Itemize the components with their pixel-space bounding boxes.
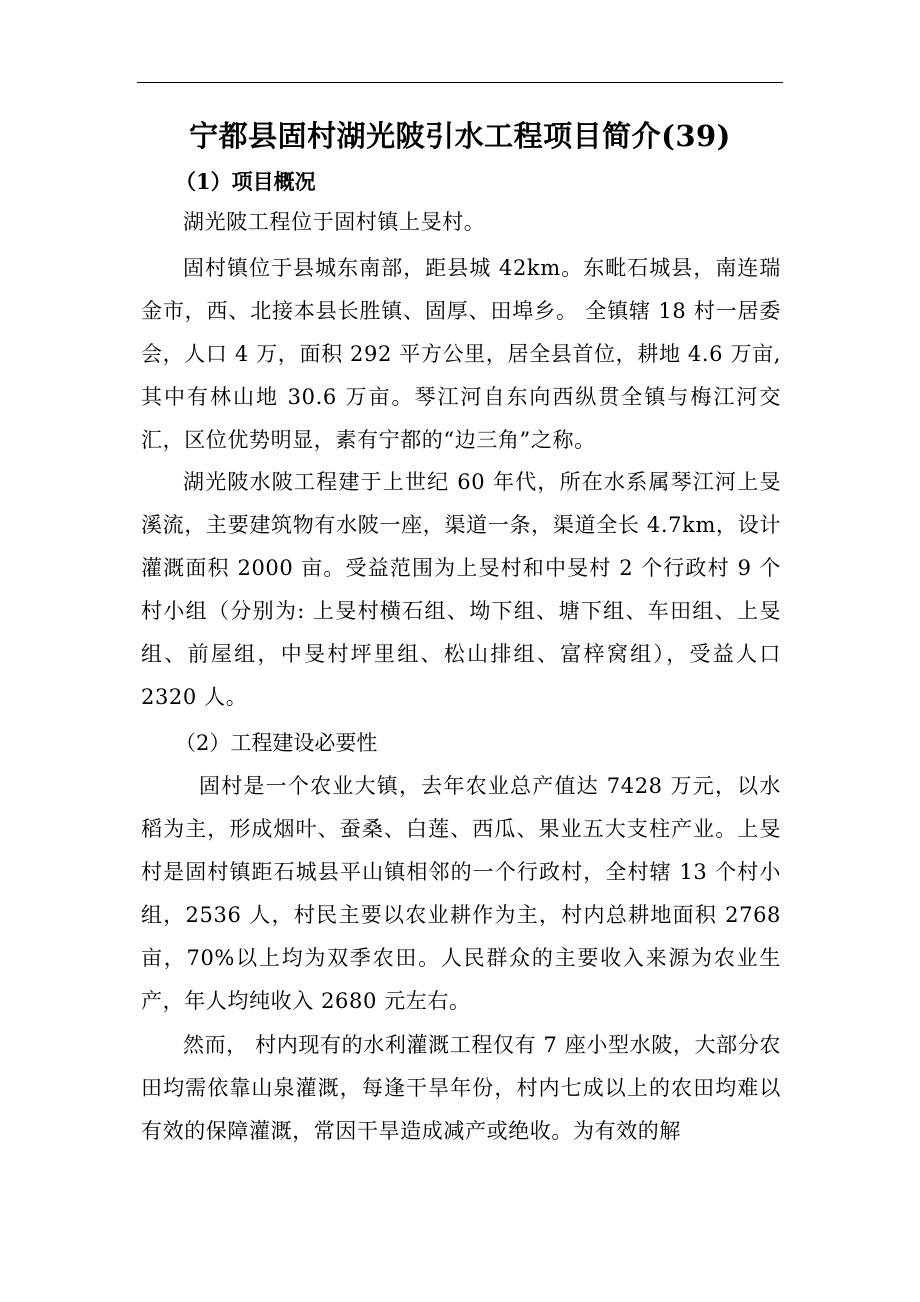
section-2-heading: （2）工程建设必要性 (175, 731, 378, 755)
page-title: 宁都县固村湖光陂引水工程项目简介(39) (189, 119, 731, 153)
section-1-paragraph-1: 湖光陂工程位于固村镇上旻村。 (183, 210, 486, 234)
section-2-paragraph-2: 然而， 村内现有的水利灌溉工程仅有 7 座小型水陂，大部分农田均需依靠山泉灌溉，每逢干旱年份，村内七成以上的农田均难以有效的保障灌溉，常因干旱造成减产或绝收。为有效的解 (141, 1033, 781, 1143)
section-1-paragraph-3: 湖光陂水陂工程建于上世纪 60 年代，所在水系属琴江河上旻溪流，主要建筑物有水陂一座，渠道一条，渠道全长 4.7km，设计灌溉面积 2000 亩。受益范围为上旻村和中旻村 2 个行政村 9 个村小组（分别为: 上旻村横石组、坳下组、塘下组、车田组、上旻组、前屋组，中旻村坪里组、松山排组、富梓窝组），受益人口 2320 人。 (141, 470, 781, 709)
section-1-heading: （1）项目概况 (175, 169, 316, 194)
section-1-paragraph-2: 固村镇位于县城东南部，距县城 42km。东毗石城县，南连瑞金市，西、北接本县长胜镇、固厚、田埠乡。 全镇辖 18 村一居委会，人口 4 万，面积 292 平方公里，居全县首位，耕地 4.6 万亩,其中有林山地 30.6 万亩。琴江河自东向西纵贯全镇与梅江河交汇，区位优势明显，素有宁都的“边三角”之称。 (141, 256, 781, 452)
section-2-paragraph-1: 固村是一个农业大镇，去年农业总产值达 7428 万元，以水稻为主，形成烟叶、蚕桑、白莲、西瓜、果业五大支柱产业。上旻村是固村镇距石城县平山镇相邻的一个行政村，全村辖 13 个村小组，2536 人，村民主要以农业耕作为主，村内总耕地面积 2768 亩，70%以上均为双季农田。人民群众的主要收入来源为农业生产，年人均纯收入 2680 元左右。 (141, 774, 781, 1013)
top-rule (137, 82, 783, 83)
